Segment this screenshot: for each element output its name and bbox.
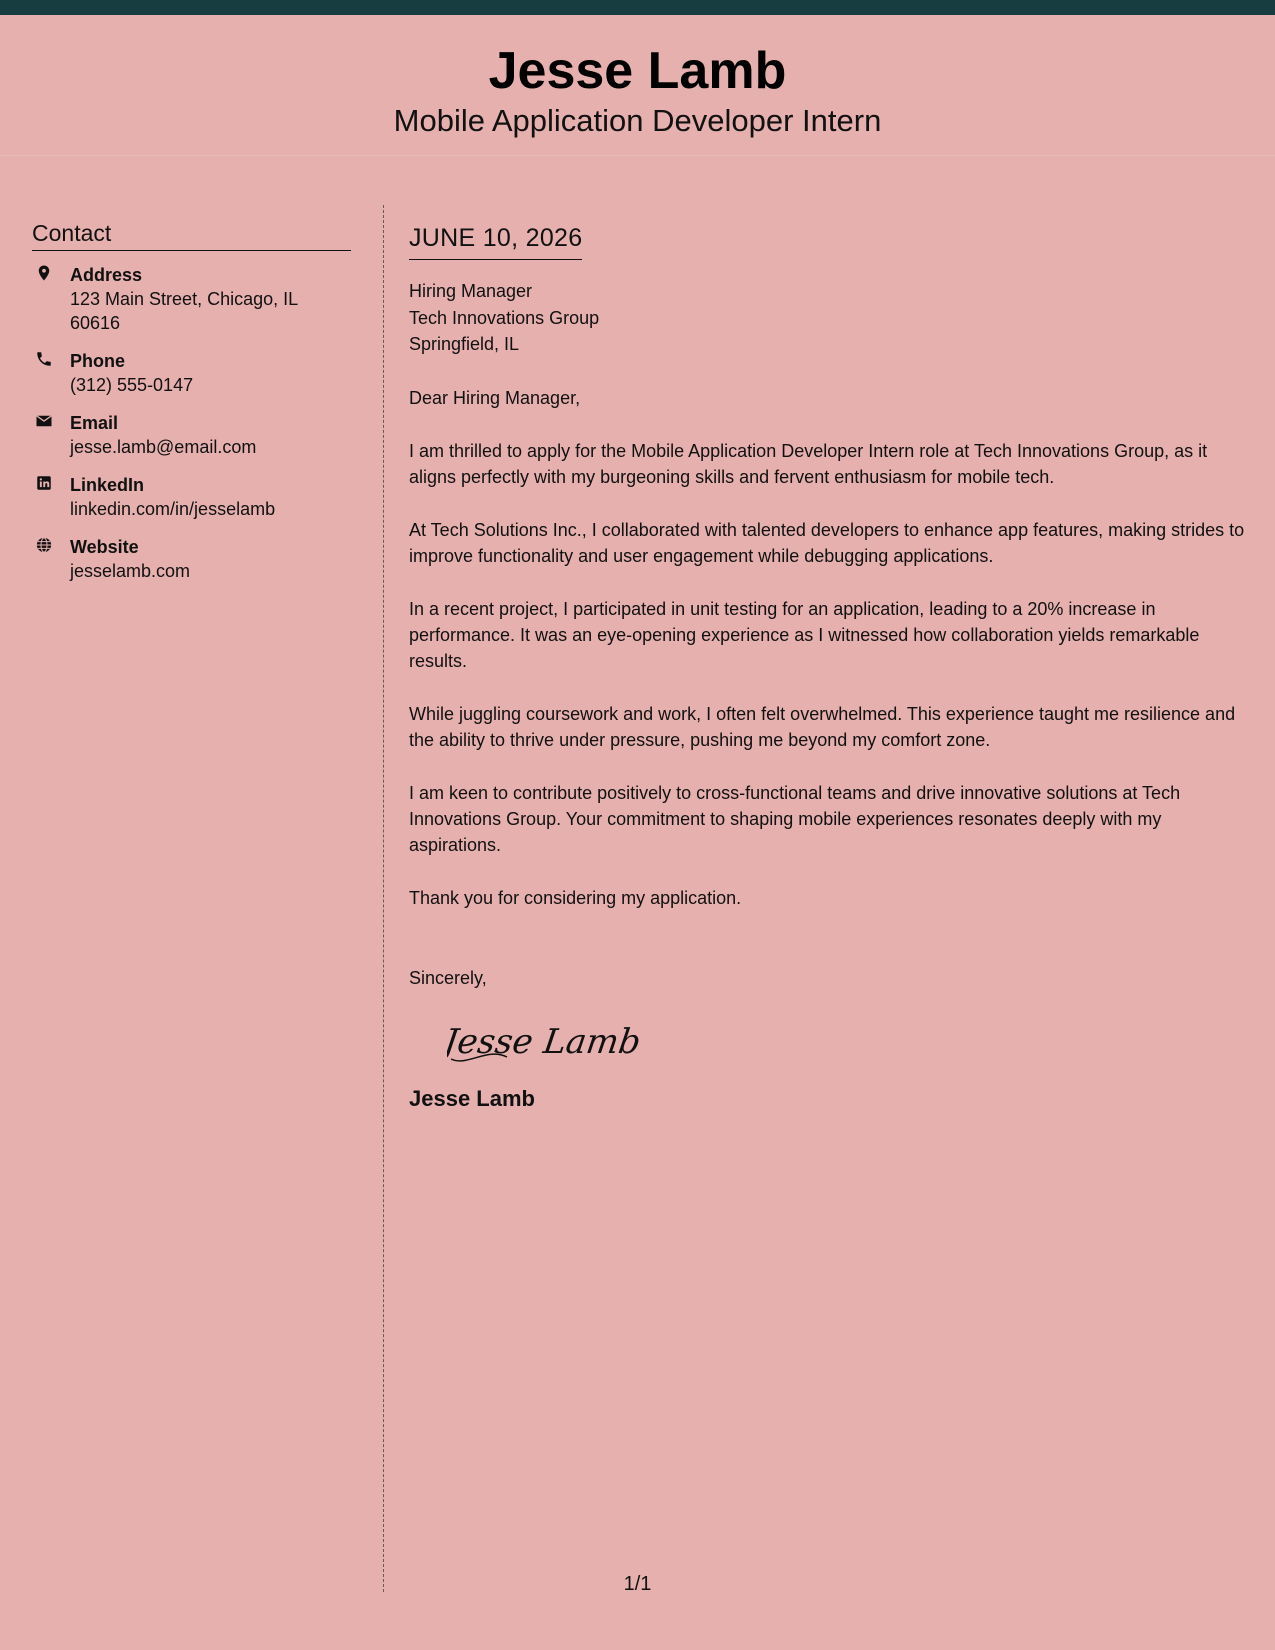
contact-item-website <box>32 535 351 583</box>
body-paragraph: While juggling coursework and work, I often felt overwhelmed. This experience taught me resilience and the ability to thrive under pressure, pushing me beyond my comfort zone. <box>409 703 1236 750</box>
body-paragraph: I am keen to contribute positively to cross-functional teams and drive innovative solutions at Tech Innovations Group. Your commitment to shaping mobile experiences resonates deeply with my aspirations. <box>409 782 1181 855</box>
letter-date: JUNE 10, 2026 <box>409 222 582 260</box>
applicant-name: Jesse Lamb <box>488 42 787 100</box>
contact-label: Phone <box>70 351 126 371</box>
email-link[interactable]: jesse.lamb@email.com <box>70 437 257 457</box>
signer-name: Jesse Lamb <box>409 1085 535 1111</box>
signature-image <box>447 1007 647 1077</box>
linkedin-icon <box>32 474 56 498</box>
contact-label: Website <box>70 537 139 557</box>
website-link[interactable]: jesselamb.com <box>70 561 191 581</box>
body-paragraph: At Tech Solutions Inc., I collaborated with talented developers to enhance app features, making strides to improve functionality and user engagement while debugging applications. <box>409 519 1245 566</box>
contact-label: Email <box>70 413 119 433</box>
recipient-line: Hiring Manager <box>409 281 533 301</box>
recipient-block <box>409 278 1249 358</box>
contact-item-phone <box>32 349 351 397</box>
recipient-line: Springfield, IL <box>409 334 520 354</box>
envelope-icon <box>32 412 56 436</box>
page-number: 1/1 <box>623 1573 652 1595</box>
contact-label: Address <box>70 265 143 285</box>
signature <box>447 1007 1249 1082</box>
globe-icon <box>32 536 56 560</box>
top-accent-bar <box>0 0 1275 15</box>
phone-icon <box>32 350 56 374</box>
header <box>0 15 1275 156</box>
recipient-line: Tech Innovations Group <box>409 307 600 328</box>
closing: Sincerely, <box>409 967 487 988</box>
address-value: 123 Main Street, Chicago, IL 60616 <box>70 289 298 333</box>
body-paragraph: In a recent project, I participated in unit testing for an application, leading to a 20% increase in performance. It was an eye-opening experience as I witnessed how collaboration yields remarkable results. <box>409 598 1200 671</box>
contact-sidebar <box>32 218 351 597</box>
map-pin-icon <box>32 264 56 288</box>
svg-text:Jesse Lamb: Jesse Lamb <box>447 1021 644 1062</box>
phone-value: (312) 555-0147 <box>70 375 194 395</box>
contact-item-address <box>32 263 351 335</box>
letter-body <box>409 222 1249 1114</box>
body-paragraph: Thank you for considering my application. <box>409 887 742 908</box>
contact-label: LinkedIn <box>70 475 145 495</box>
job-title: Mobile Application Developer Intern <box>393 103 882 138</box>
contact-item-email <box>32 411 351 459</box>
contact-item-linkedin <box>32 473 351 521</box>
salutation: Dear Hiring Manager, <box>409 387 581 408</box>
contact-heading: Contact <box>32 218 351 251</box>
column-divider <box>383 205 384 1592</box>
linkedin-link[interactable]: linkedin.com/in/jesselamb <box>70 499 276 519</box>
body-paragraph: I am thrilled to apply for the Mobile Application Developer Intern role at Tech Innovations Group, as it aligns perfectly with my burgeoning skills and fervent enthusiasm for mobile tech. <box>409 440 1208 487</box>
